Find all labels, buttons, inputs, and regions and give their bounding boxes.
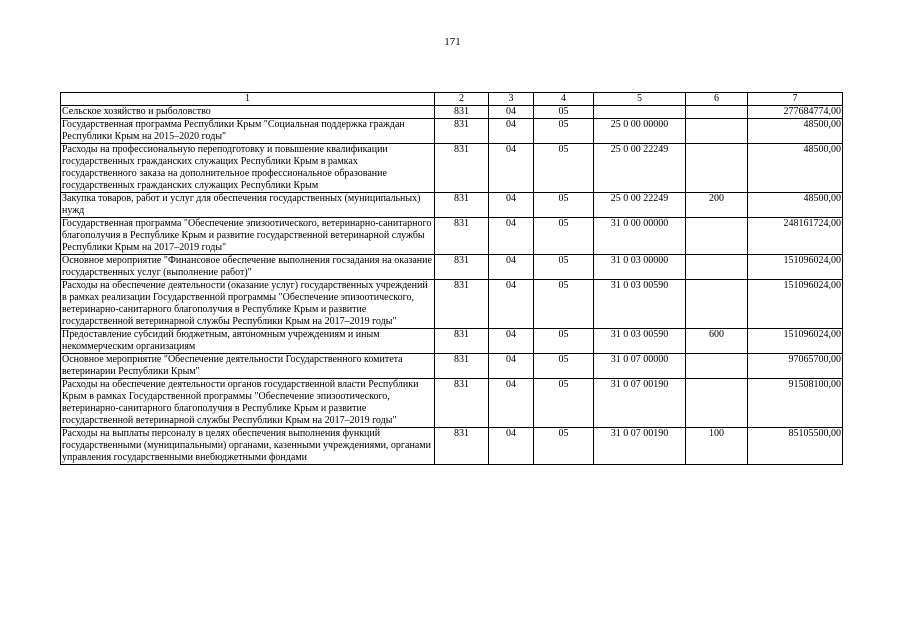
row-name-cell: Сельское хозяйство и рыболовство — [61, 106, 435, 119]
amount-cell: 277684774,00 — [748, 106, 843, 119]
target-article-cell: 31 0 03 00590 — [594, 329, 686, 354]
target-article-cell — [594, 106, 686, 119]
table-row — [61, 379, 843, 428]
ministry-code-cell: 831 — [435, 193, 489, 218]
column-header: 2 — [435, 93, 489, 106]
amount-cell: 48500,00 — [748, 144, 843, 193]
section-code-cell: 04 — [489, 379, 534, 428]
subsection-code-cell: 05 — [534, 354, 594, 379]
ministry-code-cell: 831 — [435, 144, 489, 193]
subsection-code-cell: 05 — [534, 280, 594, 329]
column-header: 5 — [594, 93, 686, 106]
ministry-code-cell: 831 — [435, 119, 489, 144]
section-code-cell: 04 — [489, 119, 534, 144]
row-name-cell: Основное мероприятие "Финансовое обеспечение выполнения госзадания на оказание государственных услуг (выполнение работ)" — [61, 255, 435, 280]
table-row — [61, 144, 843, 193]
target-article-cell: 25 0 00 22249 — [594, 144, 686, 193]
target-article-cell: 25 0 00 00000 — [594, 119, 686, 144]
subsection-code-cell: 05 — [534, 106, 594, 119]
subsection-code-cell: 05 — [534, 428, 594, 465]
subsection-code-cell: 05 — [534, 193, 594, 218]
table-row — [61, 119, 843, 144]
table-row — [61, 193, 843, 218]
budget-table — [60, 92, 843, 465]
ministry-code-cell: 831 — [435, 218, 489, 255]
table-row — [61, 106, 843, 119]
section-code-cell: 04 — [489, 280, 534, 329]
row-name-cell: Закупка товаров, работ и услуг для обеспечения государственных (муниципальных) нужд — [61, 193, 435, 218]
amount-cell: 48500,00 — [748, 119, 843, 144]
section-code-cell: 04 — [489, 218, 534, 255]
row-name-cell: Расходы на профессиональную переподготовку и повышение квалификации государственных гражданских служащих Республики Крым в рамках государственного заказа на дополнительное профессиональное образование государственных гражданских служащих Республики Крым — [61, 144, 435, 193]
row-name-cell: Основное мероприятие "Обеспечение деятельности Государственного комитета ветеринарии Республики Крым" — [61, 354, 435, 379]
subsection-code-cell: 05 — [534, 329, 594, 354]
ministry-code-cell: 831 — [435, 379, 489, 428]
target-article-cell: 25 0 00 22249 — [594, 193, 686, 218]
expense-type-cell — [686, 119, 748, 144]
section-code-cell: 04 — [489, 106, 534, 119]
amount-cell: 91508100,00 — [748, 379, 843, 428]
amount-cell: 97065700,00 — [748, 354, 843, 379]
section-code-cell: 04 — [489, 255, 534, 280]
ministry-code-cell: 831 — [435, 428, 489, 465]
column-header: 6 — [686, 93, 748, 106]
subsection-code-cell: 05 — [534, 144, 594, 193]
amount-cell: 151096024,00 — [748, 329, 843, 354]
expense-type-cell — [686, 218, 748, 255]
expense-type-cell — [686, 106, 748, 119]
expense-type-cell — [686, 144, 748, 193]
table-row — [61, 428, 843, 465]
expense-type-cell — [686, 354, 748, 379]
subsection-code-cell: 05 — [534, 255, 594, 280]
section-code-cell: 04 — [489, 329, 534, 354]
subsection-code-cell: 05 — [534, 218, 594, 255]
target-article-cell: 31 0 07 00000 — [594, 354, 686, 379]
column-header: 4 — [534, 93, 594, 106]
subsection-code-cell: 05 — [534, 119, 594, 144]
column-number-row — [61, 93, 843, 106]
column-header: 1 — [61, 93, 435, 106]
row-name-cell: Расходы на обеспечение деятельности (оказание услуг) государственных учреждений в рамках реализации Государственной программы "Обеспечение эпизоотического, ветеринарно-санитарного благополучия в Республике Крым и развитие государственной ветеринарной службы Республики Крым на 2017–2019 годы" — [61, 280, 435, 329]
amount-cell: 85105500,00 — [748, 428, 843, 465]
column-header: 3 — [489, 93, 534, 106]
row-name-cell: Государственная программа "Обеспечение эпизоотического, ветеринарно-санитарного благополучия в Республике Крым и развитие государственной ветеринарной службы Республики Крым на 2017–2019 годы" — [61, 218, 435, 255]
ministry-code-cell: 831 — [435, 329, 489, 354]
expense-type-cell — [686, 379, 748, 428]
row-name-cell: Государственная программа Республики Крым "Социальная поддержка граждан Республики Крым на 2015–2020 годы" — [61, 119, 435, 144]
table-row — [61, 354, 843, 379]
ministry-code-cell: 831 — [435, 106, 489, 119]
amount-cell: 248161724,00 — [748, 218, 843, 255]
table-row — [61, 218, 843, 255]
expense-type-cell — [686, 255, 748, 280]
column-header: 7 — [748, 93, 843, 106]
amount-cell: 151096024,00 — [748, 280, 843, 329]
section-code-cell: 04 — [489, 144, 534, 193]
table-row — [61, 255, 843, 280]
table-row — [61, 280, 843, 329]
table-row — [61, 329, 843, 354]
budget-table-body — [61, 106, 843, 465]
subsection-code-cell: 05 — [534, 379, 594, 428]
row-name-cell: Предоставление субсидий бюджетным, автономным учреждениям и иным некоммерческим организациям — [61, 329, 435, 354]
row-name-cell: Расходы на обеспечение деятельности органов государственной власти Республики Крым в рамках Государственной программы "Обеспечение эпизоотического, ветеринарно-санитарного благополучия в Республике Крым и развитие государственной ветеринарной службы Республики Крым на 2017–2019 годы" — [61, 379, 435, 428]
ministry-code-cell: 831 — [435, 255, 489, 280]
target-article-cell: 31 0 03 00000 — [594, 255, 686, 280]
ministry-code-cell: 831 — [435, 280, 489, 329]
target-article-cell: 31 0 00 00000 — [594, 218, 686, 255]
row-name-cell: Расходы на выплаты персоналу в целях обеспечения выполнения функций государственными (муниципальными) органами, казенными учреждениями, органами управления государственными внебюджетными фондами — [61, 428, 435, 465]
amount-cell: 48500,00 — [748, 193, 843, 218]
amount-cell: 151096024,00 — [748, 255, 843, 280]
expense-type-cell: 200 — [686, 193, 748, 218]
expense-type-cell — [686, 280, 748, 329]
expense-type-cell: 600 — [686, 329, 748, 354]
page-number: 171 — [444, 36, 461, 48]
section-code-cell: 04 — [489, 354, 534, 379]
ministry-code-cell: 831 — [435, 354, 489, 379]
target-article-cell: 31 0 07 00190 — [594, 428, 686, 465]
expense-type-cell: 100 — [686, 428, 748, 465]
target-article-cell: 31 0 07 00190 — [594, 379, 686, 428]
section-code-cell: 04 — [489, 428, 534, 465]
section-code-cell: 04 — [489, 193, 534, 218]
target-article-cell: 31 0 03 00590 — [594, 280, 686, 329]
